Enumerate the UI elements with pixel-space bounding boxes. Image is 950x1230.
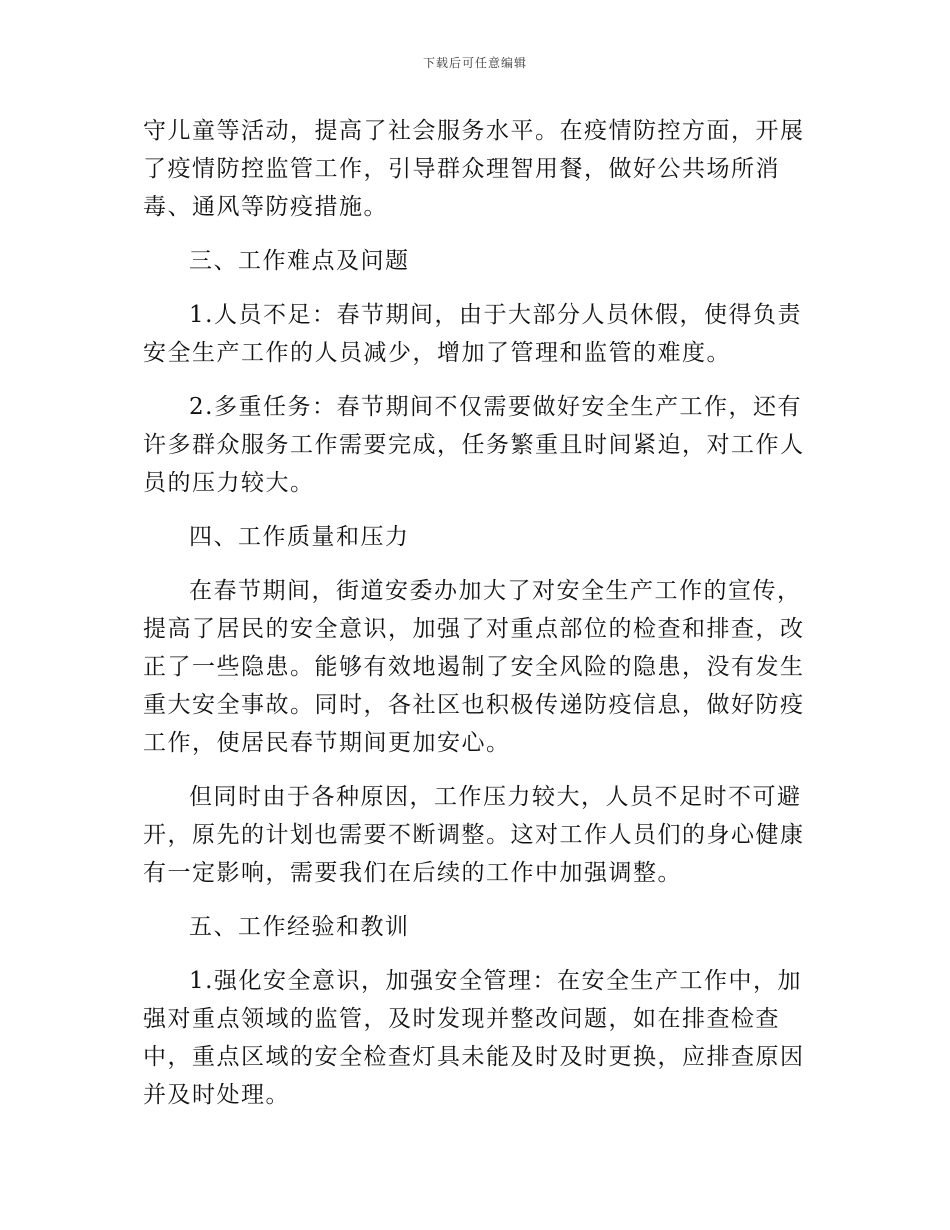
paragraph-work-quality: 在春节期间，街道安委办加大了对安全生产工作的宣传，提高了居民的安全意识，加强了对重点部位的检查和排查，改正了一些隐患。能够有效地遏制了安全风险的隐患，没有发生重大安全事故。同时，各社区也积极传递防疫信息，做好防疫工作，使居民春节期间更加安心。 xyxy=(143,578,805,756)
paragraph-work-pressure: 但同时由于各种原因，工作压力较大，人员不足时不可避开，原先的计划也需要不断调整。这对工作人员们的身心健康有一定影响，需要我们在后续的工作中加强调整。 xyxy=(143,784,805,886)
page-header: 下载后可任意编辑 xyxy=(422,56,527,70)
section-heading-quality-pressure: 四、工作质量和压力 xyxy=(189,524,410,550)
paragraph-staff-shortage: 1.人员不足：春节期间，由于大部分人员休假，使得负责安全生产工作的人员减少，增加了管理和监管的难度。 xyxy=(143,302,802,366)
paragraph-continuation: 守儿童等活动，提高了社会服务水平。在疫情防控方面，开展了疫情防控监管工作，引导群众理智用餐，做好公共场所消毒、通风等防疫措施。 xyxy=(143,118,805,220)
section-heading-experience: 五、工作经验和教训 xyxy=(189,914,410,940)
paragraph-multiple-tasks: 2.多重任务：春节期间不仅需要做好安全生产工作，还有许多群众服务工作需要完成，任务繁重且时间紧迫，对工作人员的压力较大。 xyxy=(143,394,805,496)
section-heading-difficulties: 三、工作难点及问题 xyxy=(189,248,410,274)
document-body xyxy=(143,112,809,1130)
paragraph-safety-awareness: 1.强化安全意识，加强安全管理：在安全生产工作中，加强对重点领域的监管，及时发现并整改问题，如在排查检查中，重点区域的安全检查灯具未能及时及时更换，应排查原因并及时处理。 xyxy=(143,968,805,1108)
